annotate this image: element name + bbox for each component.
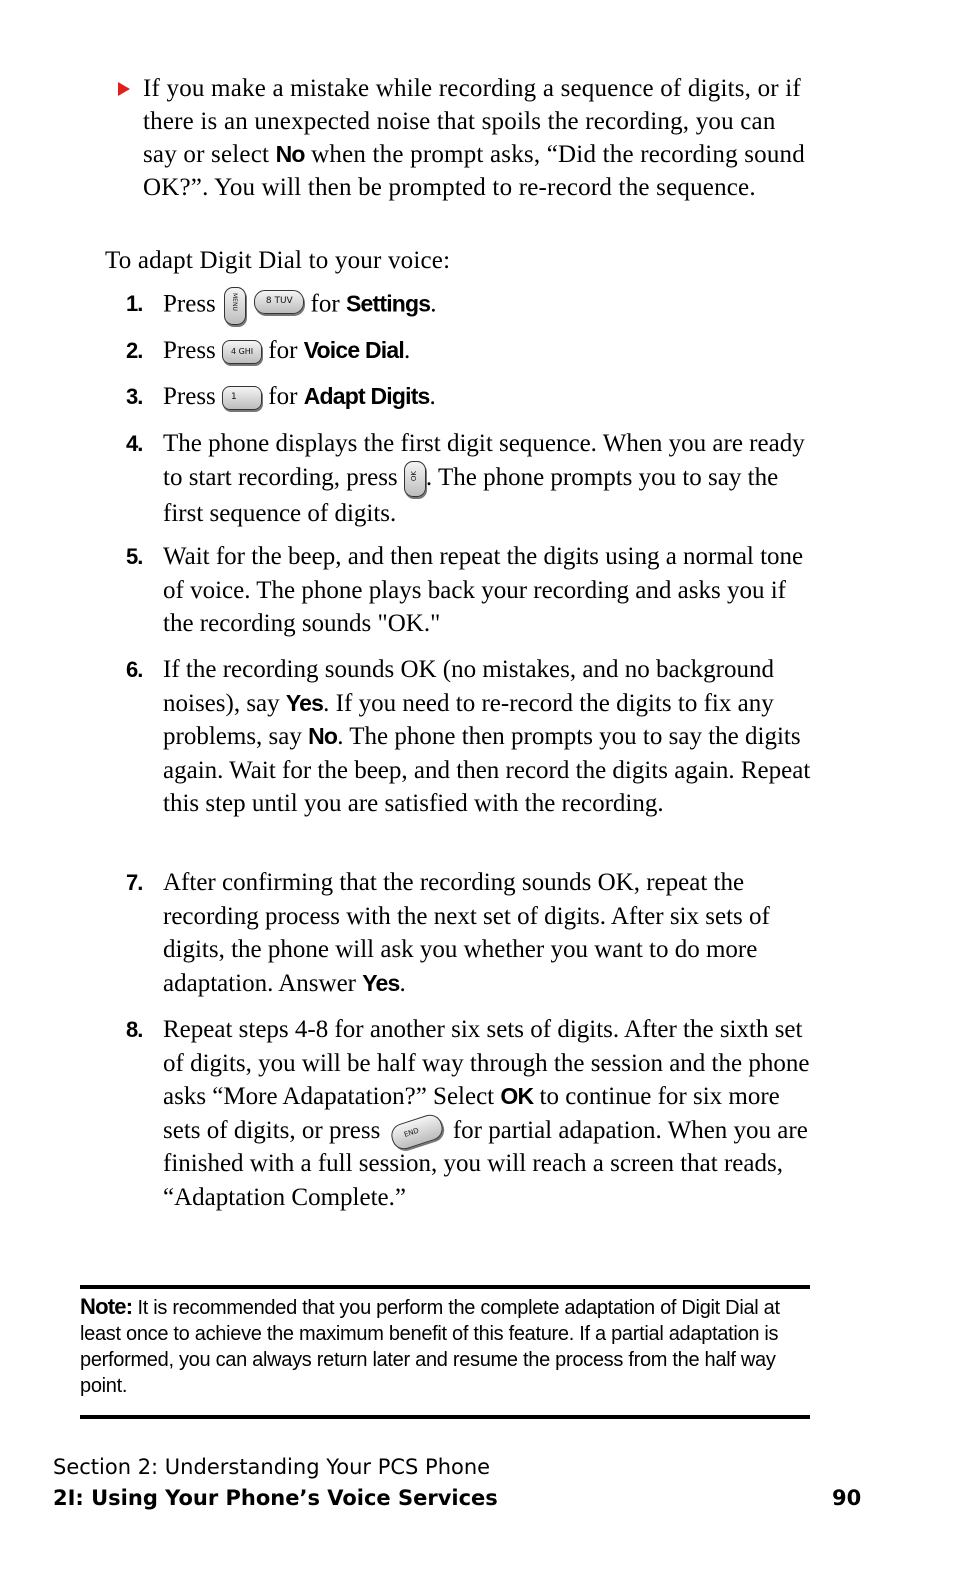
- ok-key-icon: OK: [404, 461, 426, 497]
- step-text-c: for partial adapation. When you are finished with a full session, you will reach a screen that reads, “Adaptation Complete.”: [163, 1116, 808, 1211]
- footer-chapter: 2I: Using Your Phone’s Voice Services: [53, 1486, 498, 1510]
- bullet-text-a: If you make a mistake while recording a sequence of digits, or if there is an unexpected noise that spoils the recording, you can say or select: [143, 75, 801, 168]
- step-press: Press: [163, 383, 216, 410]
- step-text-a: Wait for the beep, and then repeat the digits using a normal tone of voice. The phone plays back your recording and asks you if the recording sounds "OK.": [163, 543, 804, 637]
- step-number: 7.: [126, 870, 143, 895]
- page-number: 90: [832, 1486, 862, 1510]
- note-text: It is recommended that you perform the complete adaptation of Digit Dial at least once to achieve the maximum benefit of this feature. If a partial adaptation is performed, you can always return later and resume the process from the half way point.: [80, 1297, 780, 1397]
- step-text-a: The phone displays the first digit sequence. When you are ready to start recording, press: [163, 430, 805, 491]
- eight-key-icon: 8 TUV: [254, 290, 304, 314]
- step-bold: Settings: [345, 290, 431, 317]
- step-end: .: [403, 337, 411, 364]
- note-top-rule: [80, 1285, 810, 1289]
- step-text-b: to continue for six more sets of digits, or press: [163, 1083, 780, 1144]
- bullet-triangle-icon: [118, 82, 130, 96]
- bullet-text-b: when the prompt asks, “Did the recording sound OK?”. You will then be prompted to re-record the sequence.: [143, 141, 805, 201]
- step-text-b: . If you need to re-record the digits to fix any problems, say: [163, 689, 774, 750]
- step-number: 1.: [126, 291, 143, 316]
- step-end: .: [429, 383, 436, 410]
- step-text-a: After confirming that the recording sounds OK, repeat the recording process with the next set of digits. After six sets of digits, the phone will ask you whether you want to do more adaptation. Answer: [163, 869, 770, 997]
- step-number: 5.: [126, 544, 143, 569]
- step-number: 4.: [126, 431, 143, 456]
- step-for: for: [310, 290, 340, 318]
- step-text-a: Repeat steps 4-8 for another six sets of digits. After the sixth set of digits, you will be half way through the session and the phone asks “More Adapatation?” Select: [163, 1016, 810, 1110]
- intro-text: To adapt Digit Dial to your voice:: [105, 247, 451, 274]
- step-text-c: . The phone then prompts you to say the digits again. Wait for the beep, and then record the digits again. Repeat this step until you are satisfied with the recording.: [163, 723, 811, 817]
- step-yes: Yes: [362, 969, 400, 996]
- step-number: 6.: [126, 657, 143, 682]
- step-number: 8.: [126, 1017, 143, 1042]
- step-number: 3.: [126, 384, 143, 409]
- step-end: .: [430, 290, 437, 318]
- step-ok: OK: [500, 1083, 534, 1109]
- step-bold: Adapt Digits: [303, 383, 430, 409]
- step-press: Press: [163, 337, 216, 364]
- note-label: Note:: [80, 1294, 133, 1319]
- step-text-b: .: [399, 969, 406, 997]
- four-key-icon: 4 GHI: [222, 340, 262, 364]
- step-for: for: [268, 337, 298, 364]
- footer-section: Section 2: Understanding Your PCS Phone: [53, 1455, 491, 1479]
- note-bottom-rule: [80, 1415, 810, 1419]
- step-number: 2.: [126, 338, 143, 363]
- one-key-icon: 1: [222, 386, 262, 410]
- step-text-a: If the recording sounds OK (no mistakes, and no background noises), say: [163, 656, 774, 717]
- bullet-paragraph: [143, 72, 813, 204]
- step-bold: Voice Dial: [303, 337, 404, 363]
- step-for: for: [268, 383, 298, 410]
- note-block: [80, 1294, 820, 1399]
- step-yes: Yes: [285, 689, 324, 716]
- step-no: No: [308, 723, 338, 749]
- step-text-b: . The phone prompts you to say the first sequence of digits.: [163, 463, 779, 527]
- menu-key-icon: MENU: [224, 287, 246, 325]
- step-press: Press: [163, 290, 216, 318]
- end-key-icon: END: [388, 1111, 445, 1152]
- bullet-no: No: [275, 141, 305, 167]
